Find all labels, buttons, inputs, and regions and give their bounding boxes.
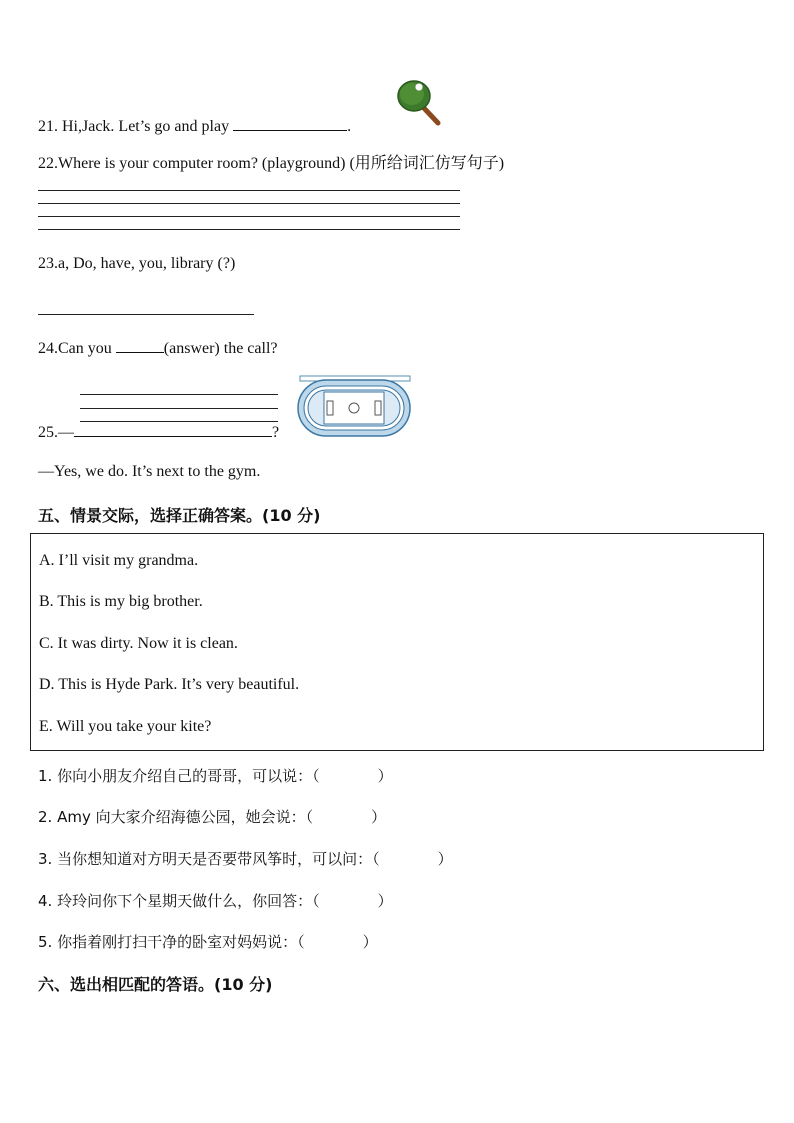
- question-end: .: [347, 118, 352, 135]
- question-text: 当你想知道对方明天是否要带风筝时，可以问：: [57, 850, 373, 868]
- options-box: [30, 533, 764, 751]
- writing-line[interactable]: [38, 190, 460, 191]
- question-25: [38, 424, 279, 442]
- question-25-reply: —Yes, we do. It’s next to the gym.: [38, 463, 261, 480]
- question-end: ?: [272, 424, 280, 441]
- question-row-2: [38, 806, 386, 827]
- writing-line[interactable]: [80, 421, 278, 422]
- question-number: 22.: [38, 155, 58, 172]
- answer-line[interactable]: [38, 314, 254, 315]
- answer-blank[interactable]: [116, 338, 164, 353]
- writing-line[interactable]: [80, 408, 278, 409]
- option-b: B. This is my big brother.: [39, 593, 203, 610]
- question-text: 你指着刚打扫干净的卧室对妈妈说：: [57, 933, 298, 951]
- question-22: [38, 150, 504, 173]
- question-number: 2.: [38, 808, 53, 826]
- paren-close: ）: [377, 892, 393, 910]
- paren-close: ）: [362, 933, 378, 951]
- section-5-title: 五、情景交际，选择正确答案。(10 分): [38, 506, 321, 525]
- question-number: 25.: [38, 424, 58, 441]
- question-row-1: [38, 765, 393, 786]
- question-row-5: [38, 931, 378, 952]
- question-number: 21.: [38, 118, 58, 135]
- writing-line[interactable]: [38, 216, 460, 217]
- question-number: 24.: [38, 340, 58, 357]
- section-6-title: 六、选出相匹配的答语。(10 分): [38, 975, 273, 994]
- question-dash: —: [58, 424, 74, 441]
- paren-close: ）: [377, 767, 393, 785]
- option-d: D. This is Hyde Park. It’s very beautiful.: [39, 676, 300, 693]
- question-text: Where is your computer room? (playground) (用所给词汇仿写句子): [58, 155, 505, 172]
- question-number: 1.: [38, 767, 53, 785]
- paren-open: （: [312, 767, 320, 785]
- answer-blank[interactable]: [74, 426, 272, 437]
- question-text: Hi,Jack. Let’s go and play: [62, 118, 230, 135]
- question-21: [38, 116, 351, 136]
- paren-close: ）: [437, 850, 453, 868]
- question-text-before: Can you: [58, 340, 112, 357]
- running-track-icon: [296, 374, 412, 438]
- question-row-3: [38, 848, 453, 869]
- question-number: 5.: [38, 933, 53, 951]
- paren-open: （: [305, 808, 314, 826]
- question-23: [38, 255, 235, 273]
- paren-open: （: [312, 892, 320, 910]
- question-24: [38, 338, 278, 358]
- option-c: C. It was dirty. Now it is clean.: [39, 635, 238, 652]
- paren-open: （: [297, 933, 305, 951]
- ping-pong-paddle-icon: [394, 78, 444, 128]
- answer-blank[interactable]: [233, 116, 347, 131]
- question-text: 玲玲问你下个星期天做什么，你回答：: [57, 892, 313, 910]
- question-text-after: (answer) the call?: [163, 340, 278, 357]
- question-text: 你向小朋友介绍自己的哥哥，可以说：: [57, 767, 313, 785]
- writing-line[interactable]: [38, 229, 460, 230]
- question-number: 3.: [38, 850, 53, 868]
- question-text: Amy 向大家介绍海德公园，她会说：: [57, 808, 306, 826]
- paren-open: （: [372, 850, 380, 868]
- question-number: 23.: [38, 255, 58, 272]
- question-number: 4.: [38, 892, 53, 910]
- writing-line[interactable]: [38, 203, 460, 204]
- question-row-4: [38, 890, 393, 911]
- option-a: A. I’ll visit my grandma.: [39, 552, 199, 569]
- question-text: a, Do, have, you, library (?): [58, 255, 236, 272]
- writing-line[interactable]: [80, 394, 278, 395]
- paren-close: ）: [371, 808, 387, 826]
- option-e: E. Will you take your kite?: [39, 718, 212, 735]
